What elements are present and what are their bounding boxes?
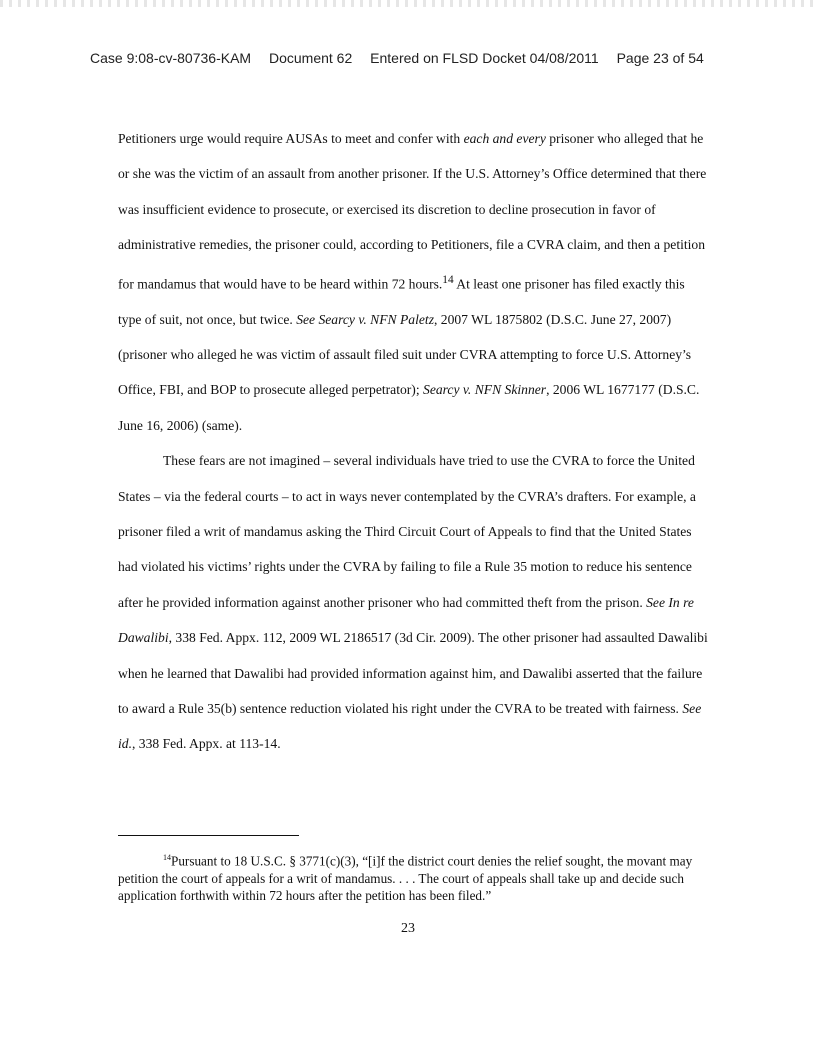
body-text bbox=[118, 121, 708, 762]
page-number: 23 bbox=[401, 921, 415, 936]
text-run: , 338 Fed. Appx. 112, 2009 WL 2186517 (3d Cir. 2009). The other prisoner had assaulted Dawalibi when he learned that Dawalibi had provided information against him, and Dawalibi asserted that the failure to award a Rule 35(b) sentence reduction violated his right under the CVRA to be treated with fairness. bbox=[118, 630, 708, 717]
footnote-text: Pursuant to 18 U.S.C. § 3771(c)(3), “[i]f the district court denies the relief sought, the movant may petition the court of appeals for a writ of mandamus. . . . The court of appeals shall take up and decide such application forthwith within 72 hours after the petition has been filed.” bbox=[118, 853, 693, 904]
docket-header bbox=[90, 50, 704, 66]
footnote-14 bbox=[118, 849, 708, 905]
case-number: Case 9:08-cv-80736-KAM bbox=[90, 50, 252, 66]
text-run: , 2006 WL 1677177 (D.S.C. June 16, 2006) (same). bbox=[118, 382, 700, 433]
case-citation: See Searcy v. NFN Paletz bbox=[296, 311, 434, 327]
footnote-number: 14 bbox=[163, 853, 171, 862]
paragraph-2 bbox=[118, 443, 708, 762]
text-run: These fears are not imagined – several individuals have tried to use the CVRA to force the United States – via the federal courts – to act in ways never contemplated by the CVRA’s drafters. For example, a prisoner filed a writ of mandamus asking the Third Circuit Court of Appeals to find that the United States had violated his victims’ rights under the CVRA by failing to file a Rule 35 motion to reduce his sentence after he provided information against another prisoner who had committed theft from the prison. bbox=[118, 453, 696, 610]
text-run: At least one prisoner has filed exactly this type of suit, not once, but twice. bbox=[118, 276, 685, 327]
case-citation: Searcy v. NFN Skinner bbox=[423, 382, 547, 398]
page-count: Page 23 of 54 bbox=[616, 50, 704, 66]
docket-entry: Entered on FLSD Docket 04/08/2011 bbox=[370, 50, 599, 66]
case-citation: See id. bbox=[118, 701, 702, 752]
text-run: Petitioners urge would require AUSAs to meet and confer with bbox=[118, 131, 464, 146]
case-citation: See In re Dawalibi bbox=[118, 594, 694, 646]
emphasis-each-and-every: each and every bbox=[463, 131, 546, 146]
footnote-reference: 14 bbox=[442, 273, 454, 286]
scan-artifact-edge bbox=[0, 0, 816, 7]
text-run: , 338 Fed. Appx. at 113-14. bbox=[131, 736, 281, 752]
text-run: , 2007 WL 1875802 (D.S.C. June 27, 2007) (prisoner who alleged he was victim of assault filed suit under CVRA attempting to force U.S. Attorney’s Office, FBI, and BOP to prosecute alleged perpetrator); bbox=[118, 311, 692, 398]
text-run: prisoner who alleged that he or she was the victim of an assault from another prisoner. If the U.S. Attorney’s Office determined that there was insufficient evidence to prosecute, or exercised its discretion to decline prosecution in favor of administrative remedies, the prisoner could, according to Petitioners, file a CVRA claim, and then a petition for mandamus that would have to be heard within 72 hours. bbox=[118, 131, 707, 292]
document-number: Document 62 bbox=[268, 50, 353, 66]
paragraph-1 bbox=[118, 121, 708, 443]
footnote-divider bbox=[118, 835, 299, 836]
